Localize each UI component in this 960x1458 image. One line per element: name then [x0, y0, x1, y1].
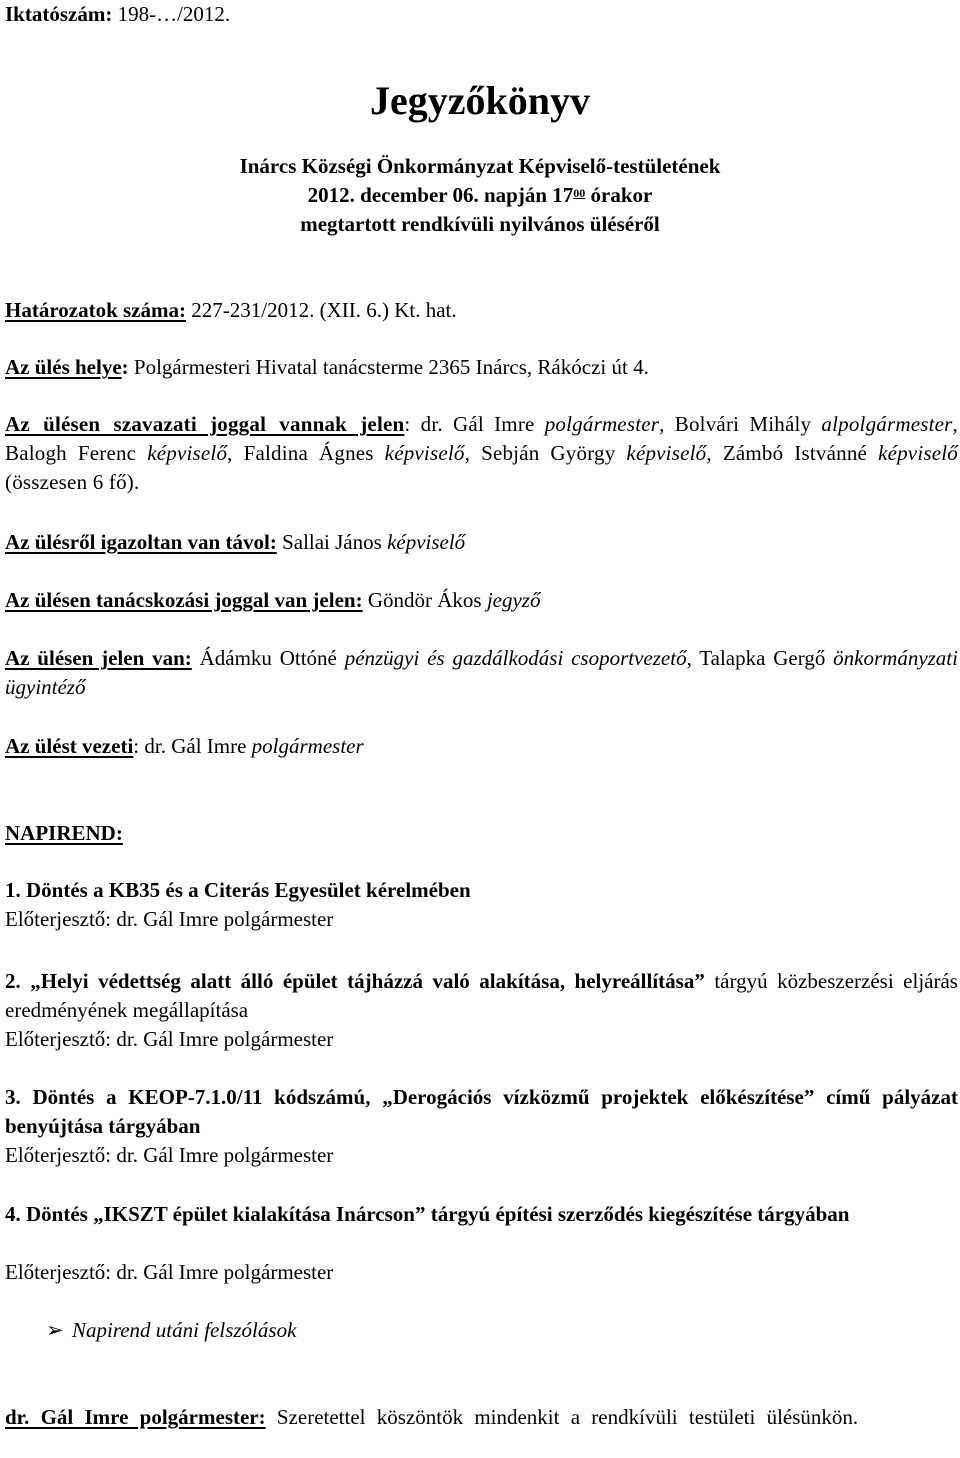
title-line-3: megtartott rendkívüli nyilvános üléséről: [300, 212, 660, 236]
title-line-2: [0, 181, 960, 210]
venue-value: Polgármesteri Hivatal tanácsterme 2365 Inárcs, Rákóczi út 4.: [128, 355, 649, 379]
registration-value: 198-…/2012.: [117, 2, 231, 26]
present-2-role: önkormányzati ügyintéző: [5, 646, 958, 699]
absent-line: [5, 528, 958, 557]
after-agenda-label: Napirend utáni felszólások: [72, 1318, 297, 1342]
chair-colon: :: [133, 734, 140, 758]
agenda-item-2: [5, 967, 958, 1025]
agenda-heading: NAPIREND:: [5, 821, 123, 845]
present-2-name: , Talapka Gergő: [686, 646, 834, 670]
member-5-name: , Sebján György: [464, 441, 627, 465]
present-1-role: pénzügyi és gazdálkodási csoportvezető: [344, 646, 687, 670]
agenda-item-2-rest: tárgyú közbeszerzési eljárás eredményének megállapítása: [5, 969, 958, 1022]
present-1-name: Ádámku Ottóné: [191, 646, 345, 670]
absent-label: Az ülésről igazoltan van távol:: [5, 530, 277, 554]
member-5-role: képviselő: [626, 441, 707, 465]
present-paragraph: [5, 644, 958, 702]
member-4-role: képviselő: [384, 441, 465, 465]
title-line-1: Inárcs Községi Önkormányzat Képviselő-testületének: [239, 154, 721, 178]
agenda-item-3: 3. Döntés a KEOP-7.1.0/11 kódszámú, „Derogációs vízközmű projektek előkészítése” című pályázat benyújtása tárgyában: [5, 1085, 958, 1138]
chair-line: [5, 732, 958, 761]
venue-colon: :: [121, 355, 129, 379]
agenda-item-1: 1. Döntés a KB35 és a Citerás Egyesület kérelmében: [5, 878, 471, 902]
venue-label: Az ülés helye: [5, 355, 122, 379]
member-1-role: polgármester: [544, 412, 660, 436]
advisory-role: jegyző: [486, 588, 541, 612]
time-superscript: 00: [573, 186, 586, 200]
resolutions-label: Határozatok száma:: [5, 298, 186, 322]
voting-members-paragraph: [5, 410, 958, 497]
member-3-name: , Balogh Ferenc: [5, 412, 958, 465]
document-title: Jegyzőkönyv: [370, 78, 590, 123]
member-1-name: dr. Gál Imre: [420, 412, 545, 436]
advisory-label: Az ülésen tanácskozási joggal van jelen:: [5, 588, 363, 612]
member-2-name: , Bolvári Mihály: [659, 412, 822, 436]
resolutions-line: [5, 296, 958, 325]
agenda-item-1-presenter: Előterjesztő: dr. Gál Imre polgármester: [5, 907, 334, 931]
resolutions-value: 227-231/2012. (XII. 6.) Kt. hat.: [186, 298, 457, 322]
venue-line: [5, 353, 958, 382]
speaker-label: dr. Gál Imre polgármester:: [5, 1405, 266, 1429]
voting-members-label: Az ülésen szavazati joggal vannak jelen: [5, 412, 405, 436]
agenda-item-4: 4. Döntés „IKSZT épület kialakítása Inárcson” tárgyú építési szerződés kiegészítése tárgyában: [5, 1202, 850, 1226]
registration-label: Iktatószám:: [5, 2, 113, 26]
advisory-line: [5, 586, 958, 615]
member-4-name: , Faldina Ágnes: [227, 441, 385, 465]
members-total: (összesen 6 fő).: [5, 470, 140, 494]
member-6-role: képviselő: [878, 441, 958, 465]
member-6-name: , Zámbó Istvánné: [706, 441, 879, 465]
absent-role: képviselő: [387, 530, 466, 554]
speech-paragraph: [5, 1403, 958, 1432]
chair-name: dr. Gál Imre: [139, 734, 252, 758]
agenda-item-2-title: 2. „Helyi védettség alatt álló épület tájházzá való alakítása, helyreállítása”: [5, 969, 705, 993]
chair-label: Az ülést vezeti: [5, 734, 134, 758]
arrow-bullet-icon: ➢: [46, 1318, 64, 1342]
agenda-item-4-presenter: Előterjesztő: dr. Gál Imre polgármester: [5, 1260, 334, 1284]
speech-text: Szeretettel köszöntök mindenkit a rendkívüli testületi ülésünkön.: [265, 1405, 859, 1429]
chair-role: polgármester: [251, 734, 364, 758]
title-line-2-suffix: órakor: [585, 183, 653, 207]
after-agenda-line: [46, 1316, 958, 1345]
registration-number: [5, 0, 958, 29]
agenda-item-2-presenter: Előterjesztő: dr. Gál Imre polgármester: [5, 1027, 334, 1051]
member-3-role: képviselő: [147, 441, 228, 465]
advisory-name: Göndör Ákos: [362, 588, 487, 612]
voting-colon: :: [404, 412, 421, 436]
present-label: Az ülésen jelen van:: [5, 646, 192, 670]
member-2-role: alpolgármester: [821, 412, 953, 436]
absent-name: Sallai János: [276, 530, 388, 554]
agenda-item-3-presenter: Előterjesztő: dr. Gál Imre polgármester: [5, 1143, 334, 1167]
title-line-2-prefix: 2012. december 06. napján 17: [307, 183, 574, 207]
